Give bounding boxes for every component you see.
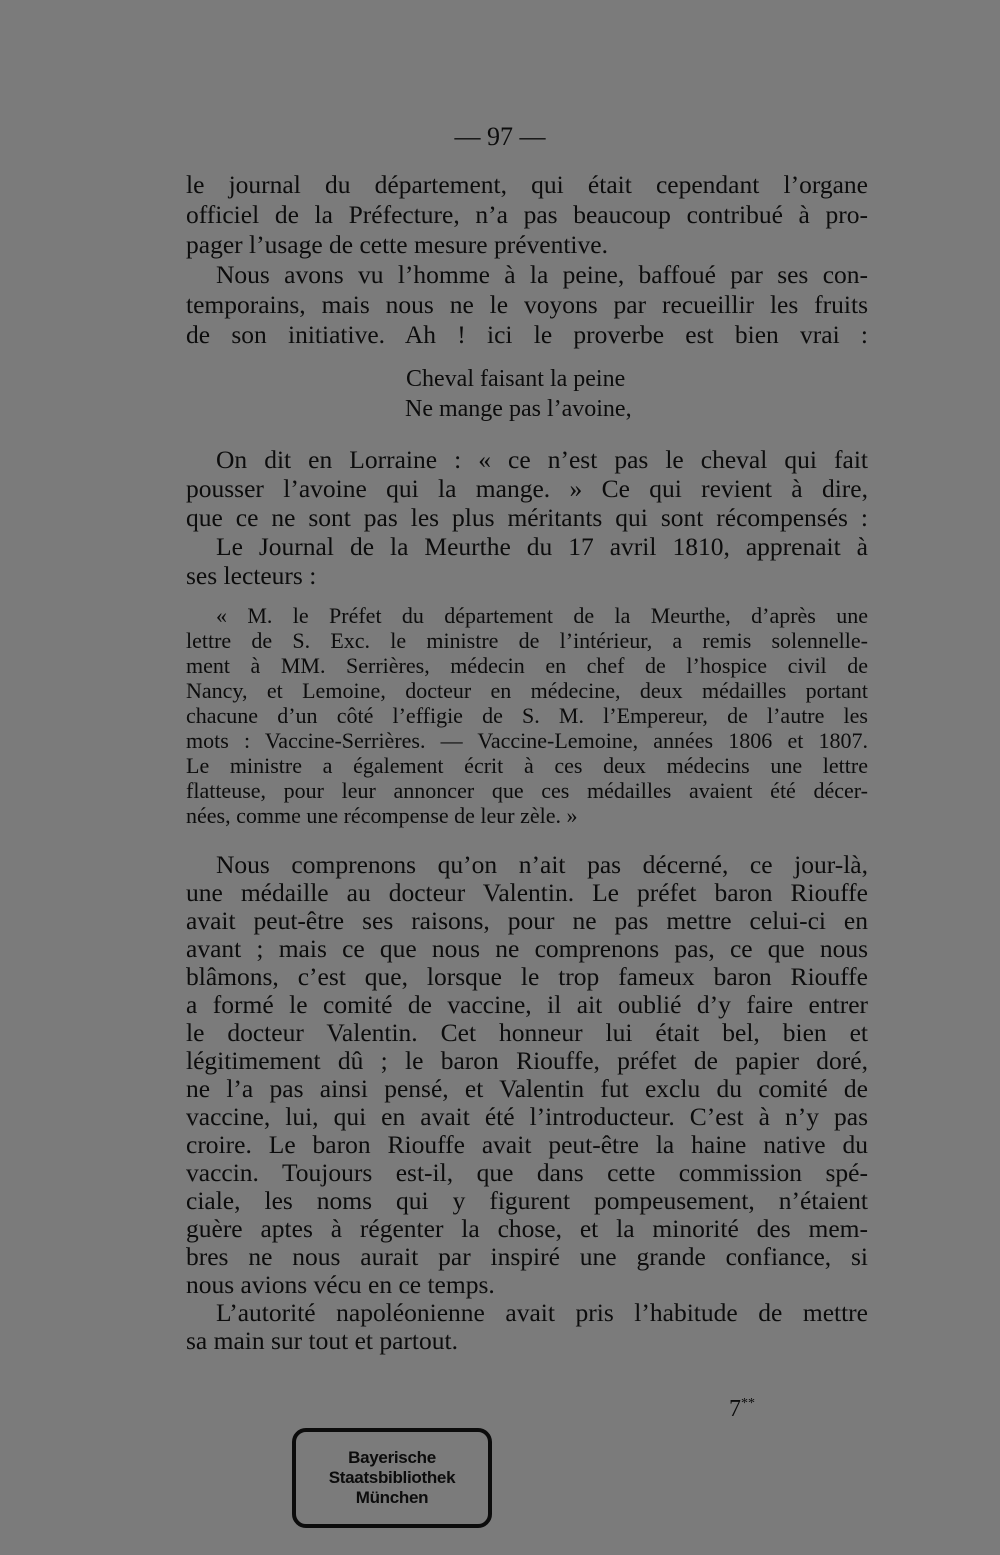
text-line: ciale, les noms qui y figurent pompeusement, n’étaient [186,1186,868,1215]
text-line: ne l’a pas ainsi pensé, et Valentin fut exclu du comité de [186,1074,868,1103]
text-line: le journal du département, qui était cependant l’organe [186,170,868,199]
text-line: a formé le comité de vaccine, il ait oublié d’y faire entrer [186,990,868,1019]
text-line: blâmons, c’est que, lorsque le trop fameux baron Riouffe [186,962,868,991]
text-line: le docteur Valentin. Cet honneur lui était bel, bien et [186,1018,868,1047]
text-line: croire. Le baron Riouffe avait peut-être la haine native du [186,1130,868,1159]
text-line: On dit en Lorraine : « ce n’est pas le cheval qui fait [216,445,868,474]
stamp-line-3: München [355,1488,429,1507]
text-line: officiel de la Préfecture, n’a pas beaucoup contribué à pro- [186,200,868,229]
page-number: — 97 — [454,122,546,151]
text-line: sa main sur tout et partout. [186,1326,458,1355]
text-line: L’autorité napoléonienne avait pris l’habitude de mettre [216,1298,868,1327]
text-line: ses lecteurs : [186,561,317,590]
quote-line: lettre de S. Exc. le ministre de l’intérieur, a remis solennelle- [186,628,868,653]
text-line: nous avions vécu en ce temps. [186,1270,495,1299]
text-line: temporains, mais nous ne le voyons par recueillir les fruits [186,290,868,319]
text-line: vaccine, lui, qui en avait été l’introducteur. C’est à n’y pas [186,1102,868,1131]
quote-line: Le ministre a également écrit à ces deux médecins une lettre [186,753,868,778]
text-line: de son initiative. Ah ! ici le proverbe est bien vrai : [186,320,868,349]
quote-line: chacune d’un côté l’effigie de S. M. l’Empereur, de l’autre les [186,703,868,728]
signature-mark [729,1396,755,1423]
stamp-line-2: Staatsbibliothek [328,1468,456,1487]
text-line: pousser l’avoine qui la mange. » Ce qui revient à dire, [186,474,868,503]
quote-line: mots : Vaccine-Serrières. — Vaccine-Lemoine, années 1806 et 1807. [186,728,868,753]
quote-line: « M. le Préfet du département de la Meurthe, d’après une [216,603,868,628]
signature-asterisks: ** [741,1396,755,1411]
text-line: avant ; mais ce que nous ne comprenons pas, ce que nous [186,934,868,963]
text-line: bres ne nous aurait par inspiré une grande confiance, si [186,1242,868,1271]
text-line: pager l’usage de cette mesure préventive. [186,230,608,259]
stamp-line-1: Bayerische [348,1448,436,1467]
verse-line-2: Ne mange pas l’avoine, [405,396,632,422]
quote-line: flatteuse, pour leur annoncer que ces médailles avaient été décer- [186,778,868,803]
verse-line-1: Cheval faisant la peine [406,366,626,392]
text-line: Le Journal de la Meurthe du 17 avril 1810, apprenait à [216,532,868,561]
text-line: que ce ne sont pas les plus méritants qui sont récompensés : [186,503,868,532]
text-line: légitimement dû ; le baron Riouffe, préfet de papier doré, [186,1046,868,1075]
text-line: guère aptes à régenter la chose, et la minorité des mem- [186,1214,868,1243]
quote-line: nées, comme une récompense de leur zèle. » [186,803,578,828]
signature-number: 7 [729,1396,741,1422]
text-line: Nous comprenons qu’on n’ait pas décerné, ce jour-là, [216,850,868,879]
text-line: Nous avons vu l’homme à la peine, baffoué par ses con- [216,260,868,289]
quote-line: Nancy, et Lemoine, docteur en médecine, deux médailles portant [186,678,868,703]
library-stamp [292,1428,492,1528]
quote-line: ment à MM. Serrières, médecin en chef de l’hospice civil de [186,653,868,678]
text-line: une médaille au docteur Valentin. Le préfet baron Riouffe [186,878,868,907]
text-line: avait peut-être ses raisons, pour ne pas mettre celui-ci en [186,906,868,935]
text-line: vaccin. Toujours est-il, que dans cette commission spé- [186,1158,868,1187]
